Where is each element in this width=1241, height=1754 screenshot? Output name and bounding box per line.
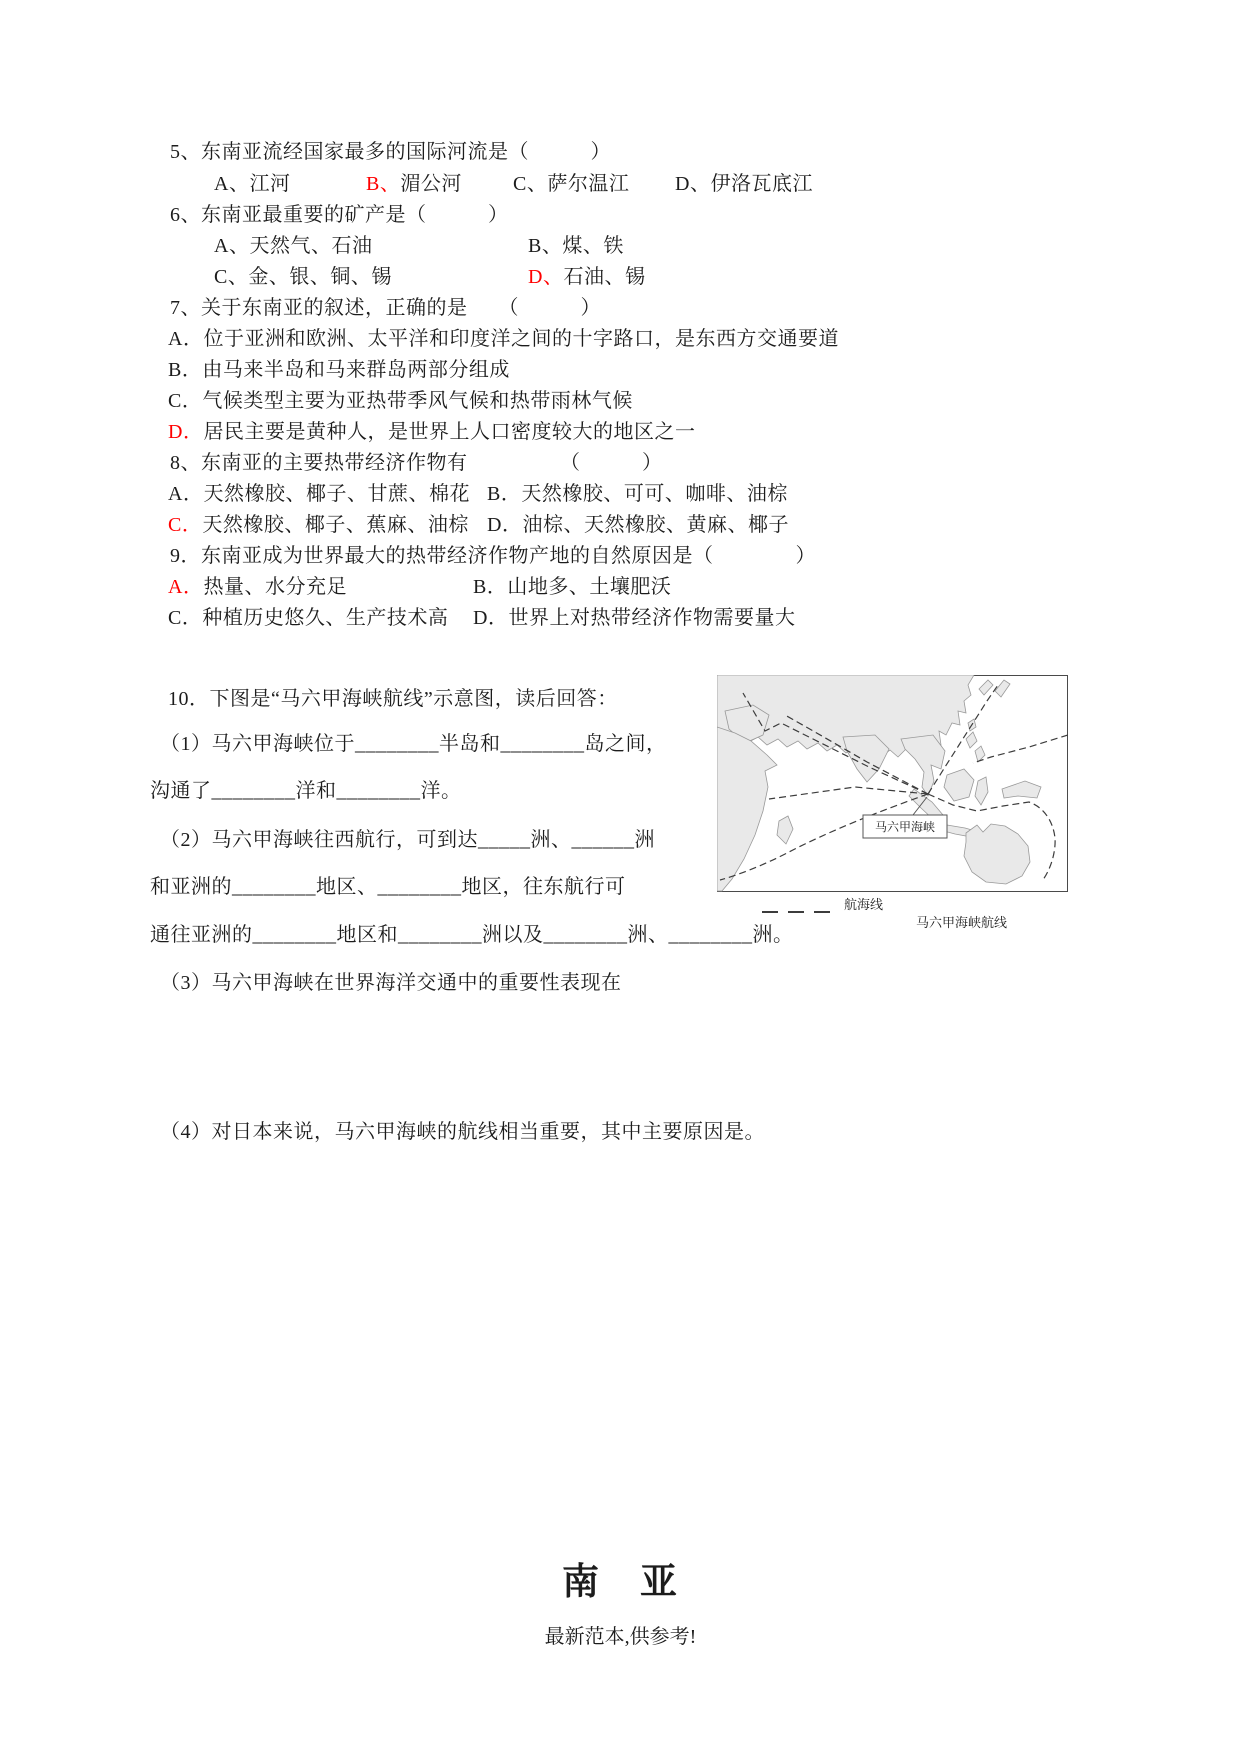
q6-option-c: C、金、银、铜、锡 [214,266,392,288]
q8-option-c-text: 天然橡胶、椰子、蕉麻、油棕 [202,514,469,536]
q5-answer-letter: B、 [366,173,401,195]
q5-option-b [366,171,462,198]
question-10-stem: 10．下图是“马六甲海峡航线”示意图，读后回答： [168,688,618,710]
q10-part1-line2: 沟通了________洋和________洋。 [150,780,462,802]
q8-option-b: B．天然橡胶、可可、咖啡、油棕 [487,483,788,505]
q7-option-d-text: 居民主要是黄种人，是世界上人口密度较大的地区之一 [203,421,696,443]
q8-option-d: D．油棕、天然橡胶、黄麻、椰子 [487,514,789,536]
q10-part4: （4）对日本来说，马六甲海峡的航线相当重要，其中主要原因是。 [160,1121,765,1143]
q6-option-d [528,264,645,291]
q5-option-a: A、江河 [214,173,291,195]
q8-option-a: A．天然橡胶、椰子、甘蔗、棉花 [168,483,470,505]
question-9-stem: 9．东南亚成为世界最大的热带经济作物产地的自然原因是（ ） [170,545,816,567]
q7-option-a: A．位于亚洲和欧洲、太平洋和印度洋之间的十字路口，是东西方交通要道 [168,328,839,350]
dashed-line-icon [762,908,836,916]
q6-option-a: A、天然气、石油 [214,235,373,257]
q9-option-c: C．种植历史悠久、生产技术高 [168,607,449,629]
q9-option-d: D．世界上对热带经济作物需要量大 [473,607,796,629]
q9-option-a-text: 热量、水分充足 [203,576,347,598]
q6-option-d-text: 石油、锡 [563,266,646,288]
q7-answer-letter: D． [168,421,204,443]
question-7-stem: 7、关于东南亚的叙述，正确的是 （ ） [170,297,601,319]
q9-option-a [168,574,347,601]
question-8-stem: 8、东南亚的主要热带经济作物有 （ ） [170,452,663,474]
strait-label: 马六甲海峡 [874,820,936,834]
q7-option-b: B．由马来半岛和马来群岛两部分组成 [168,359,510,381]
malacca-strait-map [717,675,1068,897]
q8-option-c [168,512,469,539]
q6-answer-letter: D、 [528,266,564,288]
q6-option-b: B、煤、铁 [528,235,624,257]
question-5-stem: 5、东南亚流经国家最多的国际河流是（ ） [170,141,611,163]
q9-answer-letter: A． [168,576,204,598]
legend-caption: 马六甲海峡航线 [916,915,1008,930]
q8-answer-letter: C． [168,514,203,536]
legend-dash-symbol [762,903,836,921]
q10-part2-line3: 通往亚洲的________地区和________洲以及________洲、________洲。 [150,924,794,946]
q10-part1-line1: （1）马六甲海峡位于________半岛和________岛之间， [160,733,667,755]
question-6-stem: 6、东南亚最重要的矿产是（ ） [170,204,509,226]
q5-option-d: D、伊洛瓦底江 [675,173,813,195]
legend-route-label: 航海线 [844,897,884,912]
q7-option-c: C．气候类型主要为亚热带季风气候和热带雨林气候 [168,390,633,412]
q10-part2-line1: （2）马六甲海峡往西航行，可到达_____洲、______洲 [160,829,655,851]
q10-part2-line2: 和亚洲的________地区、________地区，往东航行可 [150,876,626,898]
q10-part3: （3）马六甲海峡在世界海洋交通中的重要性表现在 [160,972,622,994]
q9-option-b: B．山地多、土壤肥沃 [473,576,672,598]
q7-option-d [168,419,695,446]
footer-note: 最新范本,供参考! [544,1626,697,1648]
section-title: 南 亚 [562,1562,679,1603]
map-canvas [717,675,1068,892]
q5-option-b-text: 湄公河 [400,173,462,195]
q5-option-c: C、萨尔温江 [513,173,630,195]
